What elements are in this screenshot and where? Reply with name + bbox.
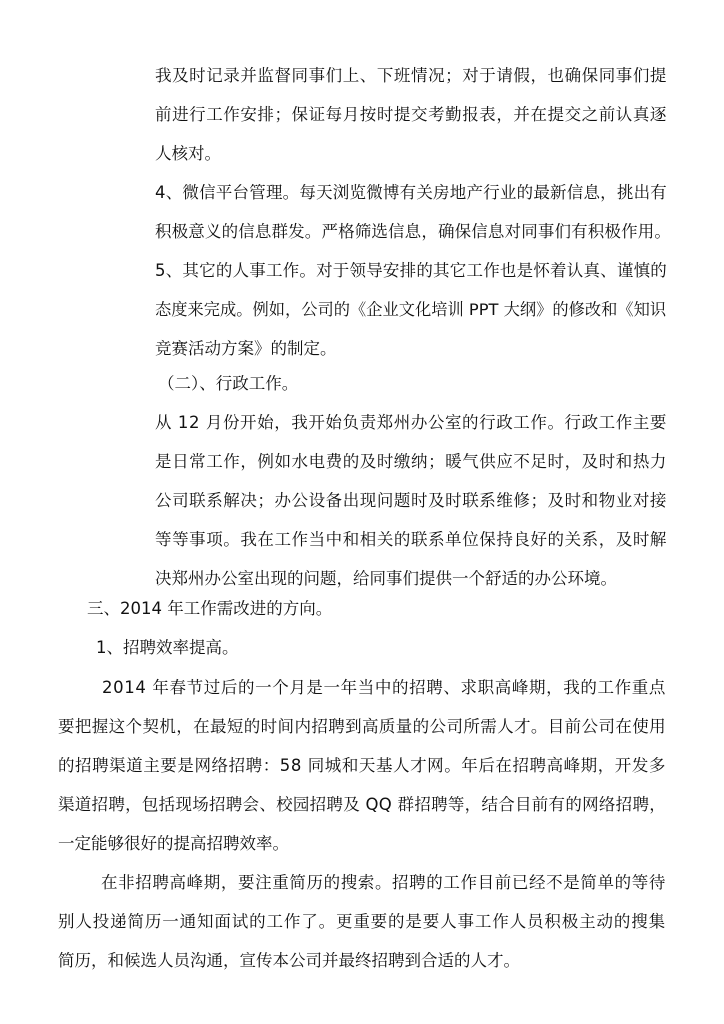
paragraph-line: 积极意义的信息群发。严格筛选信息，确保信息对同事们有积极作用。 [155,222,671,241]
paragraph-line: 一定能够很好的提高招聘效率。 [58,834,289,853]
paragraph-line: 我及时记录并监督同事们上、下班情况；对于请假，也确保同事们提 [155,66,667,85]
paragraph-line: 是日常工作，例如水电费的及时缴纳；暖气供应不足时，及时和热力 [155,452,667,471]
paragraph-line: 从 12 月份开始，我开始负责郑州办公室的行政工作。行政工作主要 [155,413,667,432]
paragraph-line: 决郑州办公室出现的问题，给同事们提供一个舒适的办公环境。 [155,569,617,588]
paragraph-line: 态度来完成。例如，公司的《企业文化培训 PPT 大纲》的修改和《知识 [155,300,667,319]
section-heading: 三、2014 年工作需改进的方向。 [87,599,333,618]
paragraph-line: 公司联系解决；办公设备出现问题时及时联系维修；及时和物业对接 [155,491,667,510]
paragraph-line: 的招聘渠道主要是网络招聘：58 同城和天基人才网。年后在招聘高峰期，开发多 [58,756,666,775]
subsection-heading: 1、招聘效率提高。 [96,638,239,657]
paragraph-line: 别人投递简历一通知面试的工作了。更重要的是要人事工作人员积极主动的搜集 [58,912,666,931]
paragraph-line: 人核对。 [155,144,221,163]
paragraph-line: 2014 年春节过后的一个月是一年当中的招聘、求职高峰期，我的工作重点 [102,678,666,697]
paragraph-line: 4、微信平台管理。每天浏览微博有关房地产行业的最新信息，挑出有 [155,183,667,202]
paragraph-line: 竞赛活动方案》的制定。 [155,339,337,358]
paragraph-line: 在非招聘高峰期，要注重简历的搜索。招聘的工作目前已经不是简单的等待 [101,873,666,892]
paragraph-line: 渠道招聘，包括现场招聘会、校园招聘及 QQ 群招聘等，结合目前有的网络招聘， [58,795,666,814]
paragraph-line: 等等事项。我在工作当中和相关的联系单位保持良好的关系，及时解 [155,530,667,549]
paragraph-line: 前进行工作安排；保证每月按时提交考勤报表，并在提交之前认真逐 [155,105,667,124]
section-heading: （二）、行政工作。 [158,374,299,393]
paragraph-line: 简历，和候选人员沟通，宣传本公司并最终招聘到合适的人才。 [58,951,520,970]
paragraph-line: 要把握这个契机，在最短的时间内招聘到高质量的公司所需人才。目前公司在使用 [58,717,666,736]
paragraph-line: 5、其它的人事工作。对于领导安排的其它工作也是怀着认真、谨慎的 [155,261,667,280]
